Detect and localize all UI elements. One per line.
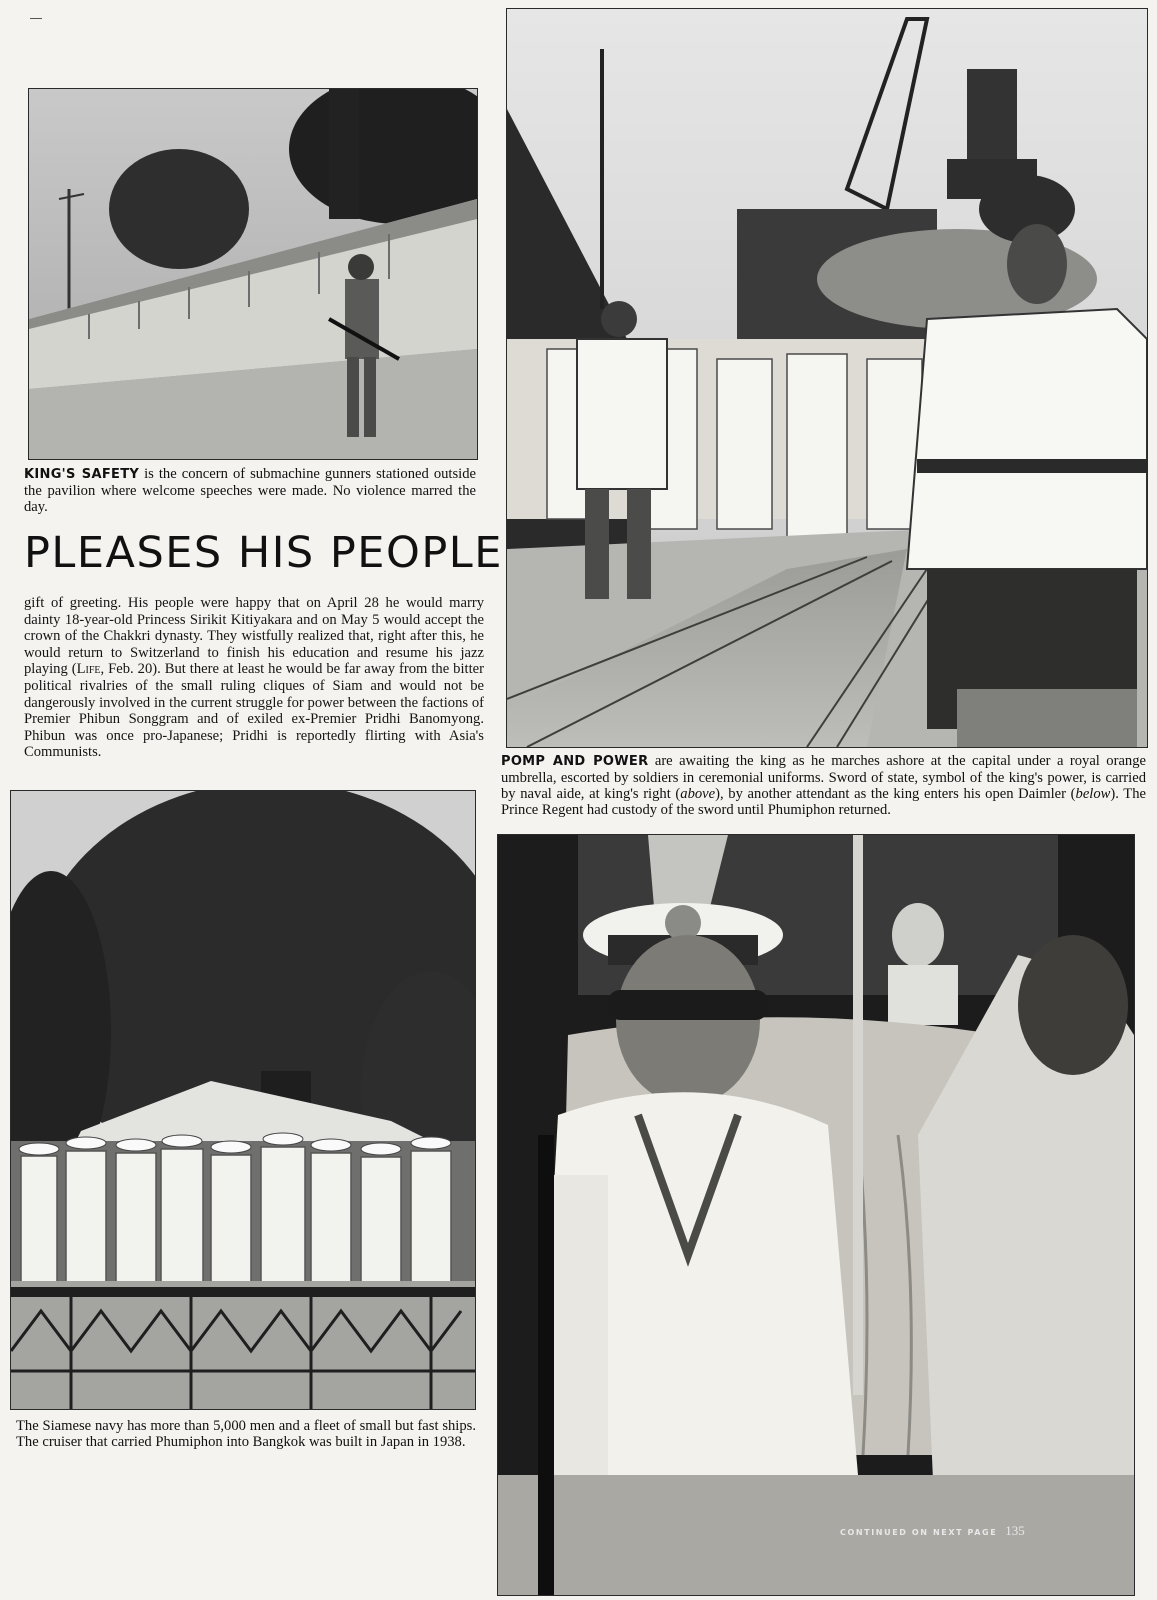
caption-lead: POMP AND POWER: [501, 754, 649, 769]
photo-guard: [28, 88, 478, 460]
photo-pomp: [506, 8, 1148, 748]
caption-navy: [16, 1418, 476, 1450]
caption-text-2: ), by another attendant as the king enters his open Daimler (: [715, 786, 1076, 802]
article-body: [24, 595, 484, 761]
photo-guard-image: [29, 89, 477, 459]
photo-pomp-image: [507, 9, 1147, 747]
caption-text: The Siamese navy has more than 5,000 men and a fleet of small but fast ships. The cruiser that carried Phumiphon into Bangkok was built in Japan in 1938.: [16, 1418, 476, 1450]
caption-text-1: are awaiting the king as he marches ashore at the capital under a royal orange umbrella, escorted by soldiers in ceremonial uniforms. Sword of state, symbol of the king's power, is carried by naval aide, at king's right (: [501, 753, 1146, 802]
caption-text-3: ). The Prince Regent had custody of the sword until Phumiphon returned.: [501, 786, 1146, 818]
caption-below: below: [1075, 786, 1111, 802]
magazine-name: Life: [76, 661, 101, 678]
photo-daimler: [497, 834, 1135, 1596]
photo-navy: [10, 790, 476, 1410]
caption-kings-safety: [24, 466, 476, 515]
article-body-part-2: , Feb. 20). But there at least he would be far away from the bitter political rivalries of the small ruling cliques of Siam and would not be dangerously involved in the current struggle for power between the factions of Premier Phibun Songgram and of exiled ex-Premier Pridhi Banomyong. Phibun was once pro-Japanese; Pridhi is reportedly flirting with Asia's Communists.: [24, 661, 484, 761]
page-number: 135: [1005, 1523, 1025, 1538]
continued-notice: CONTINUED ON NEXT PAGE: [840, 1528, 998, 1537]
caption-text: is the concern of submachine gunners stationed outside the pavilion where welcome speeches were made. No violence marred the day.: [24, 466, 476, 515]
photo-daimler-image: [498, 835, 1134, 1595]
page-footer: [840, 1520, 1025, 1539]
crop-mark: [30, 18, 42, 19]
article-body-part-1: gift of greeting. His people were happy that on April 28 he would marry dainty 18-year-old Princess Sirikit Kitiyakara and on May 5 would accept the crown of the Chakkri dynasty. They wistfully realized that, right after this, he would return to Switzerland to finish his education and resume his jazz playing (: [24, 595, 484, 678]
caption-above: above: [680, 786, 716, 802]
headline: PLEASES HIS PEOPLE: [24, 528, 503, 578]
caption-pomp-and-power: [501, 753, 1146, 818]
photo-navy-image: [11, 791, 475, 1409]
caption-lead: KING'S SAFETY: [24, 467, 140, 482]
